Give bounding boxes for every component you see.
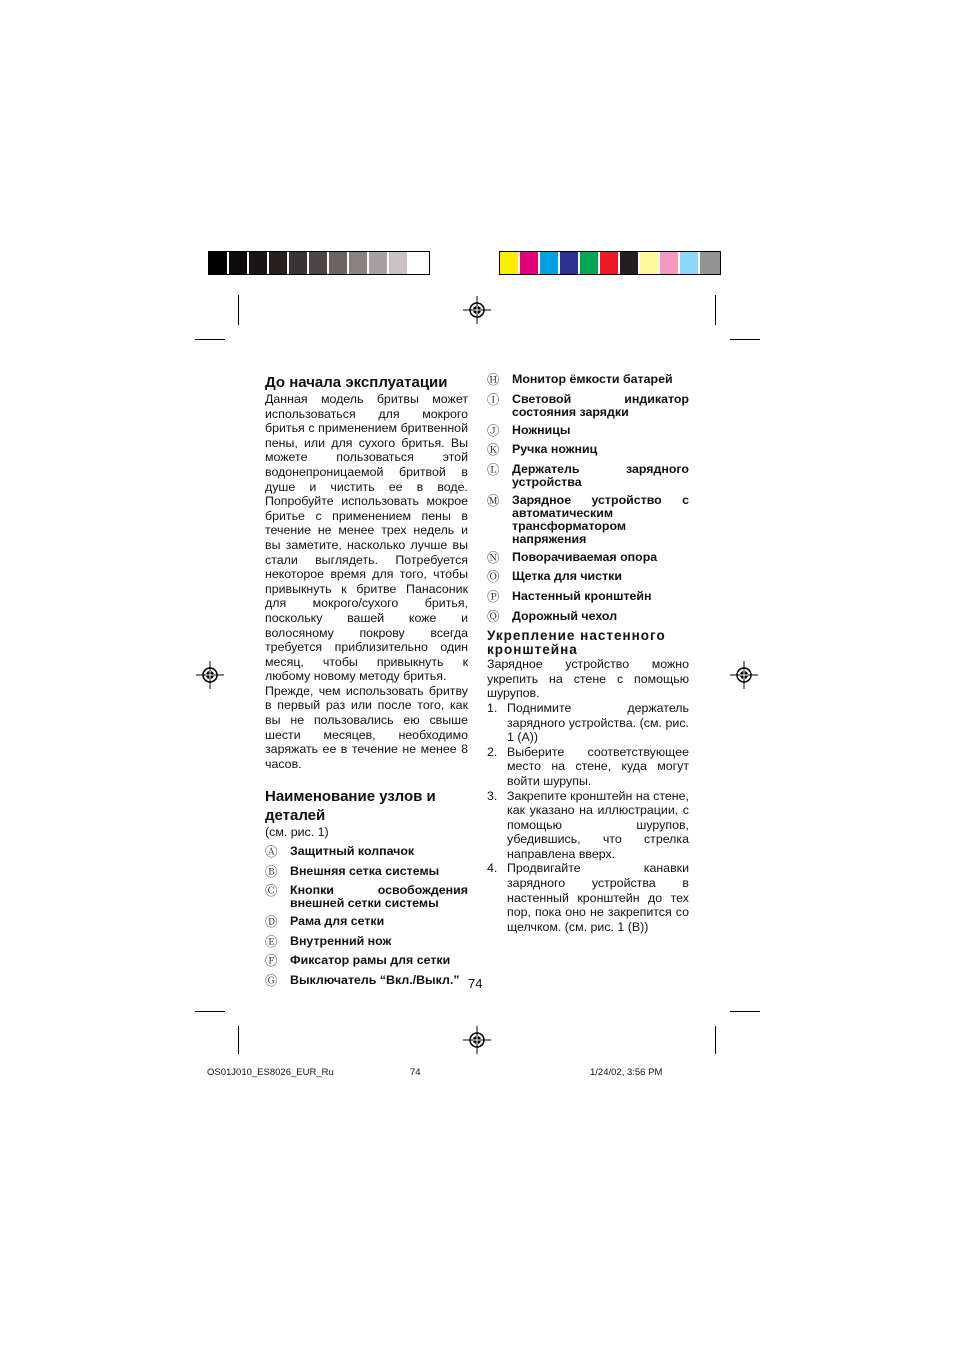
item-label: Внешняя сетка системы <box>290 863 440 878</box>
color-swatch <box>289 252 309 274</box>
color-swatch <box>660 252 680 274</box>
list-item <box>265 954 468 969</box>
item-marker: Ⓗ <box>487 373 500 387</box>
list-item <box>487 463 689 489</box>
color-swatch <box>520 252 540 274</box>
item-label: Рама для сетки <box>290 914 385 929</box>
item-label: Дорожный чехол <box>512 608 618 623</box>
color-swatch <box>329 252 349 274</box>
item-marker: Ⓖ <box>265 974 278 988</box>
color-swatch <box>500 252 520 274</box>
crop-mark <box>730 1011 760 1012</box>
registration-mark-icon <box>730 661 758 689</box>
item-label: Настенный кронштейн <box>512 588 652 603</box>
parts-list-left <box>265 845 468 989</box>
item-marker: Ⓙ <box>487 423 500 438</box>
parts-list-right <box>487 373 689 624</box>
crop-mark <box>715 295 716 325</box>
crop-mark <box>195 339 225 340</box>
grayscale-calibration-bar <box>208 251 430 275</box>
crop-mark <box>238 1026 239 1054</box>
figure-reference: (см. рис. 1) <box>265 825 329 840</box>
color-swatch <box>640 252 660 274</box>
color-swatch <box>209 252 229 274</box>
item-label: Световой индикатор состояния зарядки <box>512 391 689 419</box>
section-heading-wall-bracket: Укрепление настенного кронштейна <box>487 628 666 658</box>
section-heading-before-use: До начала эксплуатации <box>265 374 448 391</box>
item-marker: Ⓠ <box>487 609 500 624</box>
list-item <box>487 373 689 388</box>
item-marker: Ⓝ <box>487 550 500 565</box>
item-label: Выключатель “Вкл./Выкл.” <box>290 973 460 987</box>
item-marker: Ⓟ <box>487 589 500 604</box>
step-number: 4. <box>487 861 498 876</box>
crop-mark <box>715 1026 716 1054</box>
list-item <box>487 701 689 745</box>
item-marker: Ⓕ <box>265 954 278 969</box>
right-column <box>487 373 689 934</box>
color-swatch <box>269 252 289 274</box>
crop-mark <box>238 295 239 325</box>
step-number: 3. <box>487 788 498 803</box>
item-label: Внутренний нож <box>290 933 392 948</box>
list-item <box>487 494 689 546</box>
list-item <box>487 745 689 789</box>
list-item <box>487 570 689 585</box>
item-label: Кнопки освобождения внешней сетки системы <box>290 883 468 911</box>
item-label: Монитор ёмкости батарей <box>512 372 673 386</box>
crop-mark <box>195 1011 225 1012</box>
item-label: Ножницы <box>512 422 571 437</box>
item-marker: Ⓛ <box>487 462 500 477</box>
color-swatch <box>389 252 409 274</box>
item-label: Держатель зарядного устройства <box>512 461 689 489</box>
color-swatch <box>369 252 389 274</box>
item-label: Зарядное устройство с автоматическим трансформатором напряжения <box>512 492 689 546</box>
color-swatch <box>600 252 620 274</box>
step-text: Поднимите держатель зарядного устройства. (см. рис. 1 (A)) <box>507 700 689 745</box>
list-item <box>265 845 468 860</box>
charging-paragraph: Прежде, чем использовать бритву в первый раз или после того, как вы не пользовались ею свыше шести месяцев, необходимо заряжать ее в течение не менее 8 часов. <box>265 683 468 771</box>
footer-filename: OS01J010_ES8026_EUR_Ru <box>207 1067 334 1078</box>
page-number: 74 <box>468 976 483 991</box>
item-label: Щетка для чистки <box>512 569 622 584</box>
footer-page: 74 <box>410 1067 421 1078</box>
color-swatch <box>580 252 600 274</box>
item-marker: Ⓒ <box>265 884 278 899</box>
list-item <box>265 865 468 880</box>
step-number: 2. <box>487 744 498 759</box>
list-item <box>265 915 468 930</box>
step-number: 1. <box>487 700 498 715</box>
color-swatch <box>309 252 329 274</box>
color-swatch <box>540 252 560 274</box>
installation-steps <box>487 701 689 935</box>
color-swatch <box>560 252 580 274</box>
list-item <box>487 551 689 566</box>
item-marker: Ⓚ <box>487 443 500 458</box>
footer-date: 1/24/02, 3:56 PM <box>590 1067 663 1078</box>
color-swatch <box>229 252 249 274</box>
item-label: Защитный колпачок <box>290 844 415 859</box>
color-calibration-bar <box>499 251 721 275</box>
registration-mark-icon <box>463 296 491 324</box>
list-item <box>487 443 689 458</box>
item-label: Ручка ножниц <box>512 442 598 457</box>
color-swatch <box>700 252 720 274</box>
list-item <box>487 789 689 862</box>
item-marker: Ⓓ <box>265 915 278 930</box>
list-item <box>487 393 689 419</box>
left-column <box>265 373 468 994</box>
color-swatch <box>249 252 269 274</box>
item-marker: Ⓐ <box>265 845 278 860</box>
item-label: Фиксатор рамы для сетки <box>290 953 451 968</box>
list-item <box>487 424 689 439</box>
color-swatch <box>349 252 369 274</box>
list-item <box>265 974 468 989</box>
step-text: Выберите соответствующее место на стене, куда могут войти шурупы. <box>507 744 689 788</box>
item-marker: Ⓞ <box>487 570 500 585</box>
item-label: Поворачиваемая опора <box>512 549 658 564</box>
list-item <box>265 884 468 910</box>
crop-mark <box>730 339 760 340</box>
section-heading-parts: Наименование узлов и деталей <box>265 788 436 825</box>
step-text: Продвигайте канавки зарядного устройства в настенный кронштейн до тех пор, пока оно не закрепится со щелчком. (см. рис. 1 (B)) <box>507 861 689 934</box>
list-item <box>487 590 689 605</box>
item-marker: Ⓔ <box>265 934 278 949</box>
intro-paragraph: Данная модель бритвы может использоваться для мокрого бритья с применением бритвенной пены, или для сухого бритья. Вы можете пользоваться этой водонепроницаемой бритвой в душе и чистить ее в воде. Попробуйте использовать мокрое бритье с применением пены в течение не менее трех недель и вы заметите, насколько лучше вы стали выглядеть. Потребуется некоторое время для того, чтобы привыкнуть к бритве Панасоник для мокрого/сухого бритья, поскольку вашей коже и волосяному покрову всегда требуется приблизительно один месяц, чтобы привыкнуть к любому новому методу бритья. <box>265 392 468 684</box>
color-swatch <box>620 252 640 274</box>
step-text: Закрепите кронштейн на стене, как указано на иллюстрации, с помощью шурупов, убедившись, что стрелка направлена вверх. <box>507 788 689 861</box>
registration-mark-icon <box>463 1026 491 1054</box>
registration-mark-icon <box>196 661 224 689</box>
item-marker: Ⓜ <box>487 493 500 508</box>
list-item <box>487 610 689 625</box>
wall-bracket-intro: Зарядное устройство можно укрепить на стене с помощью шурупов. <box>487 657 689 701</box>
item-marker: Ⓘ <box>487 392 500 407</box>
list-item <box>265 935 468 950</box>
list-item <box>487 861 689 934</box>
item-marker: Ⓑ <box>265 864 278 879</box>
color-swatch <box>409 252 429 274</box>
color-swatch <box>680 252 700 274</box>
